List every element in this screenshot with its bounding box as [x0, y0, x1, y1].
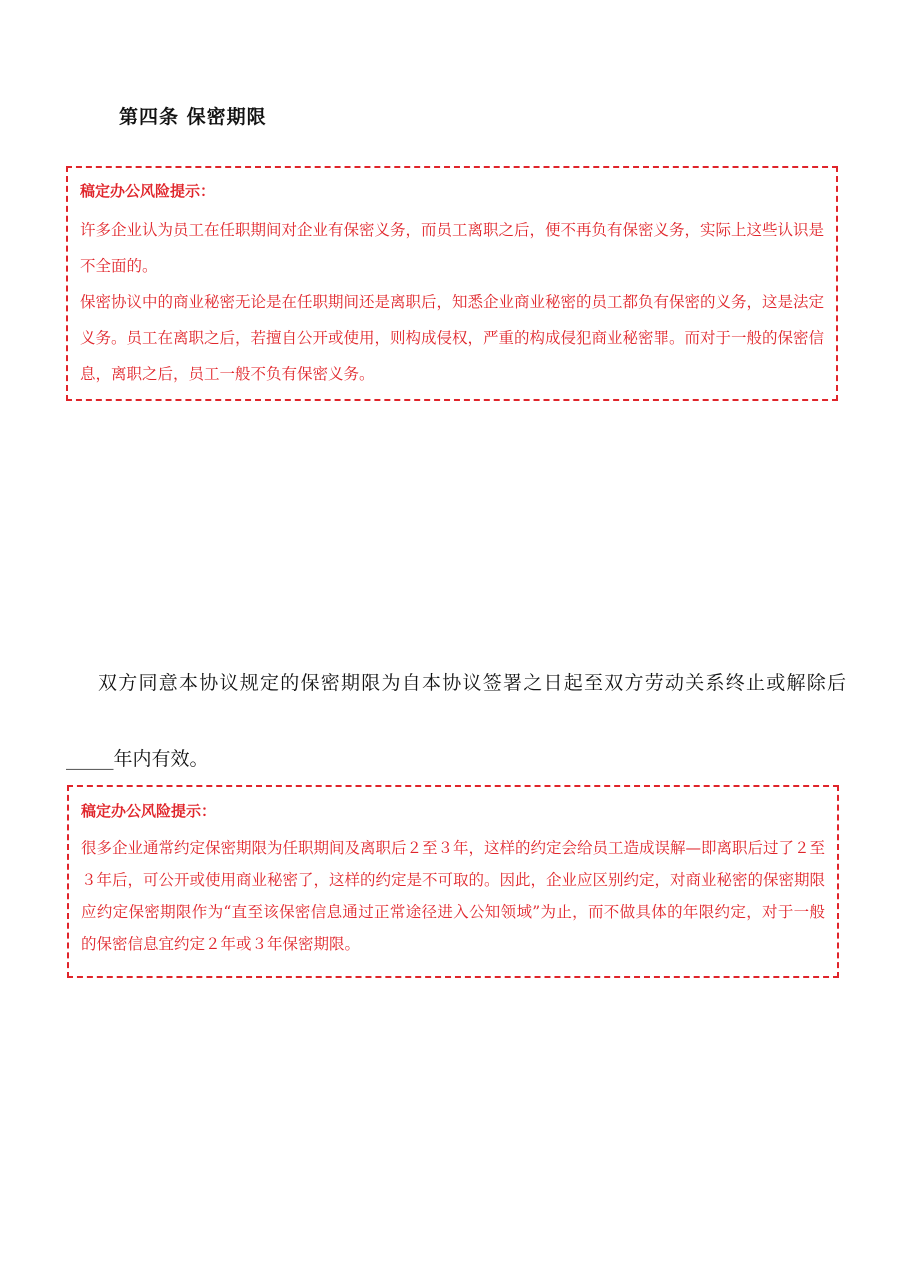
risk-warning-paragraph: 保密协议中的商业秘密无论是在任职期间还是离职后，知悉企业商业秘密的员工都负有保密的义务，这是法定义务。员工在离职之后，若擅自公开或使用，则构成侵权，严重的构成侵犯商业秘密罪。而对于一般的保密信息，离职之后，员工一般不负有保密义务。	[80, 293, 825, 383]
clause-text: 双方同意本协议规定的保密期限为自本协议签署之日起至双方劳动关系终止或解除后_____年内有效。	[66, 672, 846, 770]
article-heading: 第四条 保密期限	[119, 106, 267, 128]
risk-warning-box	[67, 785, 839, 978]
risk-warning-paragraph: 很多企业通常约定保密期限为任职期间及离职后２至３年，这样的约定会给员工造成误解—即离职后过了２至３年后，可公开或使用商业秘密了，这样的约定是不可取的。因此，企业应区别约定，对商业秘密的保密期限应约定保密期限作为“直至该保密信息通过正常途径进入公知领域”为止，而不做具体的年限约定，对于一般的保密信息宜约定２年或３年保密期限。	[81, 839, 826, 953]
risk-warning-paragraph: 许多企业认为员工在任职期间对企业有保密义务，而员工离职之后，便不再负有保密义务，实际上这些认识是不全面的。	[80, 221, 825, 275]
risk-warning-title: 稿定办公风险提示：	[80, 182, 216, 200]
risk-warning-box	[66, 166, 838, 401]
risk-warning-title: 稿定办公风险提示：	[81, 802, 217, 820]
